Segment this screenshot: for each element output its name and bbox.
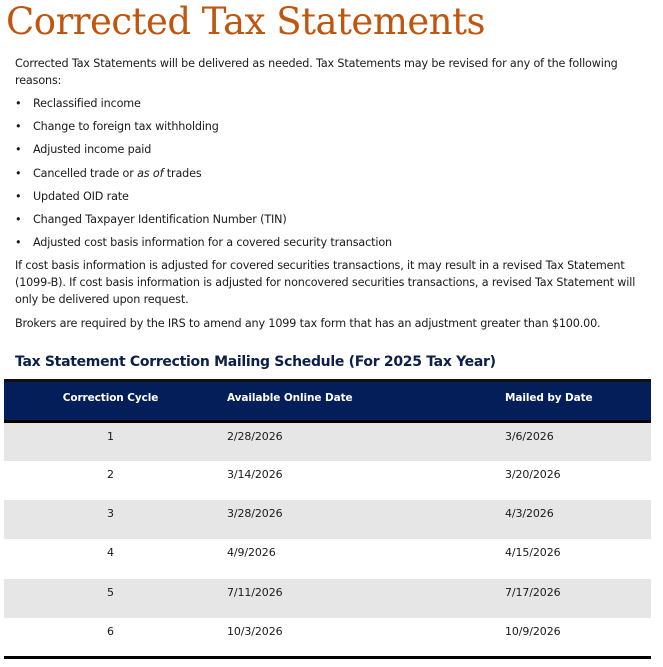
brokers-paragraph: Brokers are required by the IRS to amend any 1099 tax form that has an adjustment greater than $100.00. bbox=[15, 317, 601, 331]
reason-text: Change to foreign tax withholding bbox=[33, 120, 219, 134]
cost-basis-paragraph: If cost basis information is adjusted for covered securities transactions, it may result in a revised Tax Statement (1099-B). If cost basis information is adjusted for noncovered securities transactions, a revised Tax Statement will only be delivered upon request. bbox=[15, 259, 636, 307]
bullet-icon: • bbox=[15, 120, 22, 134]
cell-online-date: 3/28/2026 bbox=[227, 507, 283, 521]
cell-online-date: 4/9/2026 bbox=[227, 546, 276, 560]
bullet-icon: • bbox=[15, 97, 22, 110]
reason-text-italic: as of bbox=[137, 166, 164, 180]
reason-text: Adjusted income paid bbox=[33, 143, 152, 157]
list-item bbox=[15, 165, 645, 188]
reason-text: Changed Taxpayer Identification Number (TIN) bbox=[33, 212, 287, 226]
cell-online-date: 2/28/2026 bbox=[227, 430, 283, 443]
schedule-heading: Tax Statement Correction Mailing Schedule (For 2025 Tax Year) bbox=[15, 354, 496, 370]
cell-cycle: 5 bbox=[107, 585, 114, 599]
schedule-table bbox=[4, 379, 651, 659]
bullet-icon: • bbox=[15, 236, 22, 250]
bullet-icon: • bbox=[15, 143, 22, 157]
cell-mailed-date: 4/3/2026 bbox=[505, 507, 554, 521]
bullet-icon: • bbox=[15, 166, 22, 180]
list-item bbox=[15, 118, 645, 141]
cell-cycle: 2 bbox=[107, 467, 114, 481]
table-header-row bbox=[4, 381, 651, 422]
table-row bbox=[4, 539, 651, 578]
reason-text: Adjusted cost basis information for a covered security transaction bbox=[33, 236, 392, 250]
main-content bbox=[15, 55, 645, 332]
cell-mailed-date: 10/9/2026 bbox=[504, 618, 651, 657]
cell-cycle: 3 bbox=[107, 507, 114, 521]
list-item bbox=[15, 211, 645, 234]
cell-mailed-date: 3/20/2026 bbox=[505, 467, 561, 481]
cell-online-date: 3/14/2026 bbox=[227, 467, 283, 481]
cell-online-date: 7/11/2026 bbox=[227, 585, 283, 599]
page-title: Corrected Tax Statements bbox=[6, 0, 485, 43]
reason-text-part: Cancelled trade or bbox=[33, 166, 138, 180]
cell-online-date: 10/3/2026 bbox=[226, 618, 504, 657]
table-row bbox=[4, 618, 651, 657]
table-row bbox=[4, 422, 651, 461]
table-row bbox=[4, 461, 651, 500]
reason-text: Reclassified income bbox=[33, 97, 141, 110]
reasons-list bbox=[15, 95, 645, 257]
reason-text: Updated OID rate bbox=[33, 189, 129, 203]
list-item bbox=[15, 234, 645, 257]
column-header-mailed-date: Mailed by Date bbox=[504, 381, 651, 422]
column-header-cycle: Correction Cycle bbox=[4, 381, 226, 422]
cell-cycle: 6 bbox=[4, 618, 226, 657]
cell-cycle: 1 bbox=[107, 430, 114, 443]
list-item bbox=[15, 141, 645, 164]
table-row bbox=[4, 579, 651, 618]
intro-paragraph: Corrected Tax Statements will be delivered as needed. Tax Statements may be revised for any of the following reasons: bbox=[15, 57, 618, 87]
cell-mailed-date: 4/15/2026 bbox=[505, 546, 561, 560]
reason-text-part: trades bbox=[163, 166, 202, 180]
list-item bbox=[15, 188, 645, 211]
column-header-online-date: Available Online Date bbox=[226, 381, 504, 422]
cell-mailed-date: 7/17/2026 bbox=[505, 585, 561, 599]
bullet-icon: • bbox=[15, 189, 22, 203]
table-row bbox=[4, 500, 651, 539]
bullet-icon: • bbox=[15, 212, 22, 226]
list-item bbox=[15, 95, 645, 118]
cell-mailed-date: 3/6/2026 bbox=[505, 430, 554, 443]
cell-cycle: 4 bbox=[107, 546, 114, 560]
reason-text bbox=[33, 167, 202, 180]
